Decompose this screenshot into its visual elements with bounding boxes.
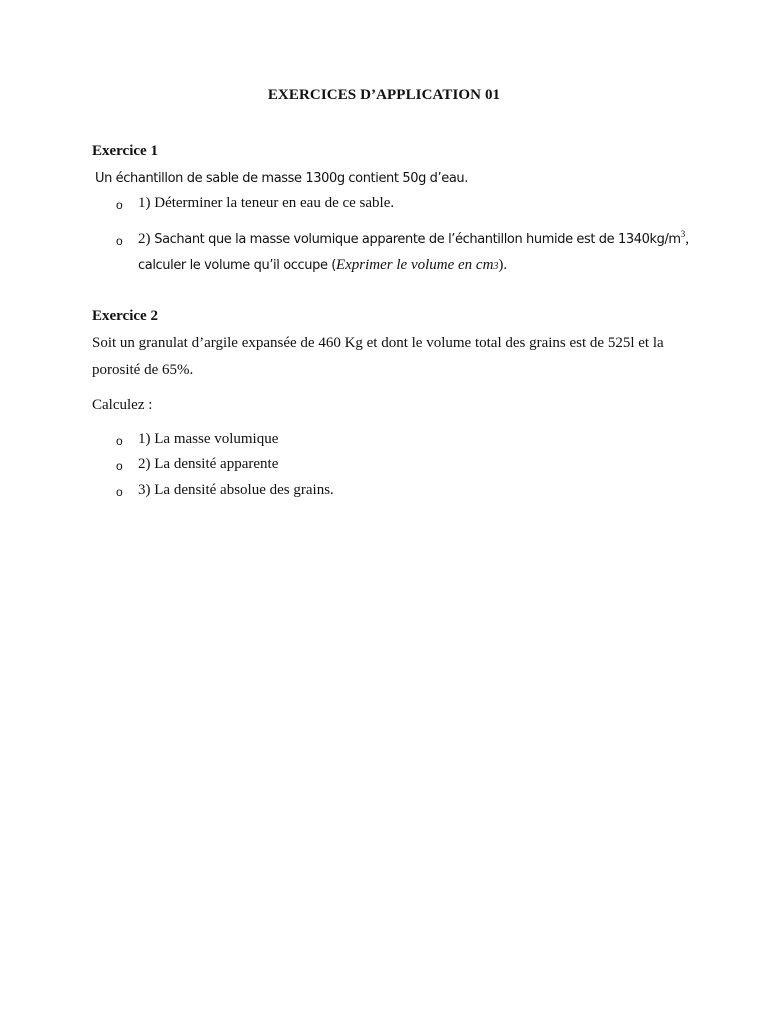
exercice-1-item-1: 1) Déterminer la teneur en eau de ce sable.: [138, 195, 395, 211]
exercice-1-intro: Un échantillon de sable de masse 1300g contient 50g d’eau.: [95, 171, 468, 186]
item-2-superscript: 3: [680, 229, 686, 239]
exercice-1-item-2-line-1: [138, 231, 689, 248]
exercice-1-heading: Exercice 1: [92, 143, 158, 159]
bullet-icon: o: [116, 485, 123, 499]
item-2-line2-end: ).: [498, 257, 508, 273]
exercice-2-item-1: 1) La masse volumique: [138, 431, 279, 447]
item-2-text: Sachant que la masse volumique apparente de l’échantillon humide est de 1340kg/m: [154, 232, 681, 247]
item-2-line2-italic: Exprimer le volume en cm: [335, 257, 494, 273]
exercice-1-item-2-line-2: [138, 257, 507, 274]
document-title: EXERCICES D’APPLICATION 01: [267, 87, 501, 103]
exercice-2-heading: Exercice 2: [92, 308, 158, 324]
item-2-line2-italic-sub: 3: [493, 261, 499, 272]
exercice-2-item-3: 3) La densité absolue des grains.: [138, 482, 334, 498]
item-2-line2-start: calculer le volume qu’il occupe (: [138, 258, 336, 273]
bullet-icon: o: [116, 434, 123, 448]
bullet-icon: o: [116, 459, 123, 473]
item-2-prefix: 2): [138, 231, 155, 247]
exercice-2-paragraph-line-2: porosité de 65%.: [92, 362, 194, 378]
exercice-2-item-2: 2) La densité apparente: [138, 456, 279, 472]
exercice-2-prompt: Calculez :: [92, 397, 153, 413]
bullet-icon: o: [116, 234, 123, 248]
item-2-after: ,: [685, 231, 689, 247]
bullet-icon: o: [116, 198, 123, 212]
exercice-2-paragraph-line-1: Soit un granulat d’argile expansée de 460 Kg et dont le volume total des grains est de 525l et la: [92, 335, 664, 351]
